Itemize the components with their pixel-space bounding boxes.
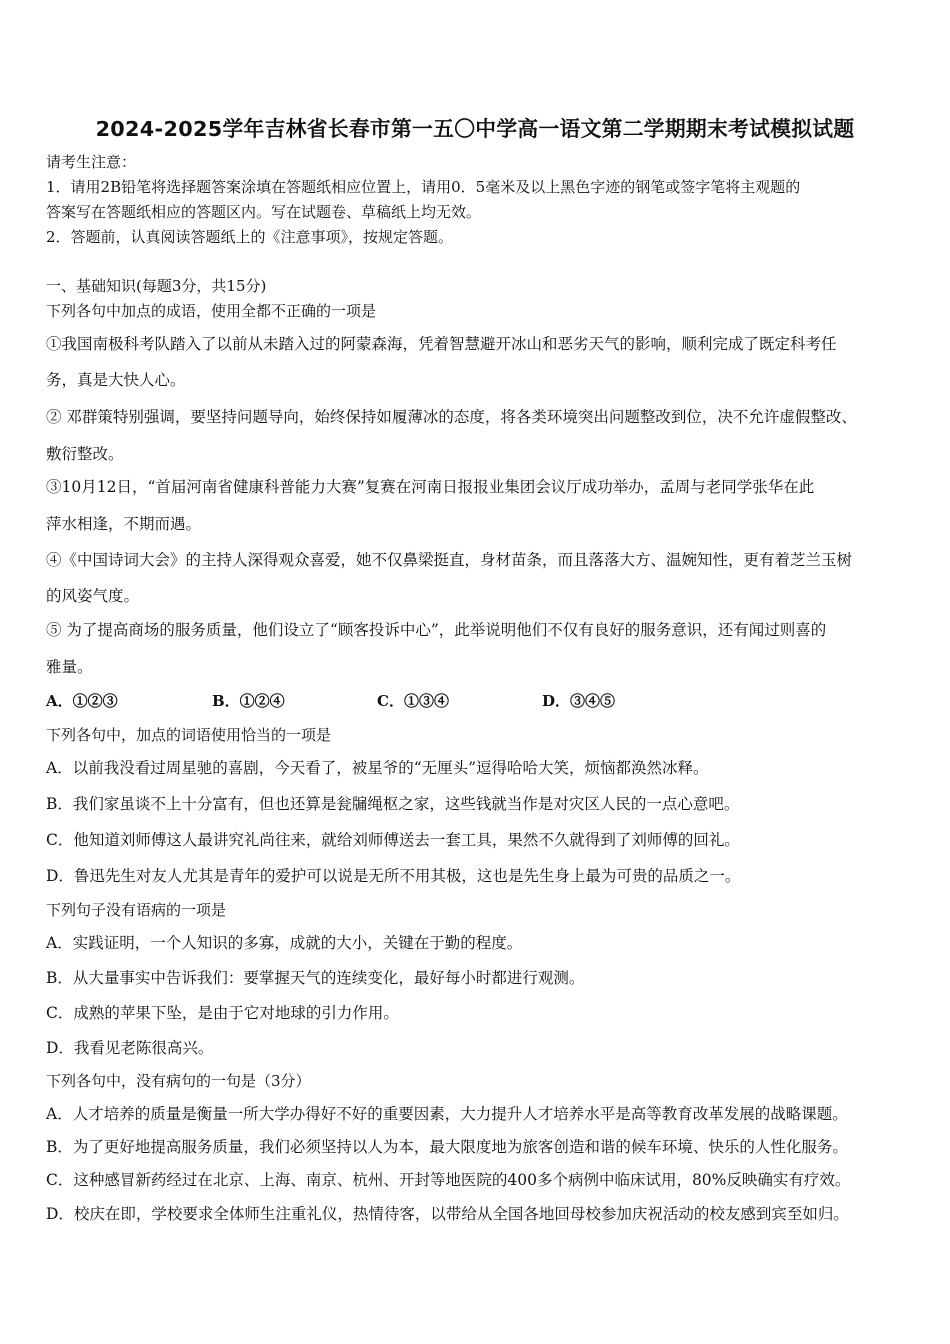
q1-sentence-4b: 的风姿气度。 [46,587,140,605]
notice-line-3: 2．答题前，认真阅读答题纸上的《注意事项》，按规定答题。 [46,228,454,246]
q2-option-d: D．鲁迅先生对友人尤其是青年的爱护可以说是无所不用其极，这也是先生身上最为可贵的品质之一。 [46,867,741,885]
q1-option-b: B．①②④ [212,692,285,710]
q2-option-b: B．我们家虽谈不上十分富有，但也还算是瓮牖绳枢之家，这些钱就当作是对灾区人民的一点心意吧。 [46,795,740,813]
q1-stem: 下列各句中加点的成语，使用全都不正确的一项是 [46,302,377,320]
q2-option-a: A．以前我没看过周星驰的喜剧，今天看了，被星爷的“无厘头”逗得哈哈大笑，烦恼都涣然冰释。 [46,759,709,777]
q1-option-d: D．③④⑤ [542,692,616,710]
q1-sentence-5b: 雅量。 [46,658,93,676]
page-title: 2024-2025学年吉林省长春市第一五〇中学高一语文第二学期期末考试模拟试题 [95,117,855,141]
q1-sentence-2b: 敷衍整改。 [46,445,124,463]
q1-sentence-2a: ② 邓群策特别强调，要坚持问题导向，始终保持如履薄冰的态度，将各类环境突出问题整改到位，决不允许虚假整改、 [46,408,857,426]
q2-option-c: C．他知道刘师傅这人最讲究礼尚往来，就给刘师傅送去一套工具，果然不久就得到了刘师傅的回礼。 [46,831,740,849]
q3-option-b: B．从大量事实中告诉我们：要掌握天气的连续变化，最好每小时都进行观测。 [46,969,585,987]
q3-option-a: A．实践证明，一个人知识的多寡，成就的大小，关键在于勤的程度。 [46,934,523,952]
q1-sentence-1a: ①我国南极科考队踏入了以前从未踏入过的阿蒙森海，凭着智慧避开冰山和恶劣天气的影响，顺利完成了既定科考任 [46,335,837,353]
q1-sentence-4a: ④《中国诗词大会》的主持人深得观众喜爱，她不仅鼻梁挺直，身材苗条，而且落落大方、温婉知性，更有着芝兰玉树 [46,551,853,569]
q3-option-c: C．成熟的苹果下坠，是由于它对地球的引力作用。 [46,1004,399,1022]
q4-option-d: D．校庆在即，学校要求全体师生注重礼仪，热情待客，以带给从全国各地回母校参加庆祝活动的校友感到宾至如归。 [46,1205,849,1223]
q1-option-c: C．①③④ [377,692,449,710]
q1-sentence-5a: ⑤ 为了提高商场的服务质量，他们设立了“顾客投诉中心”，此举说明他们不仅有良好的服务意识，还有闻过则喜的 [46,621,827,639]
q4-option-c: C．这种感冒新药经过在北京、上海、南京、杭州、开封等地医院的400多个病例中临床试用，80%反映确实有疗效。 [46,1171,851,1189]
notice-line-1: 1．请用2B铅笔将选择题答案涂填在答题纸相应位置上，请用0．5毫米及以上黑色字迹的钢笔或签字笔将主观题的 [46,178,801,196]
q1-sentence-3a: ③10月12日，“首届河南省健康科普能力大赛”复赛在河南日报报业集团会议厅成功举办，孟周与老同学张华在此 [46,478,815,496]
q1-sentence-3b: 萍水相逢，不期而遇。 [46,515,202,533]
q4-option-a: A．人才培养的质量是衡量一所大学办得好不好的重要因素，大力提升人才培养水平是高等教育改革发展的战略课题。 [46,1105,848,1123]
q4-stem: 下列各句中，没有病句的一句是（3分） [46,1072,311,1090]
notice-line-2: 答案写在答题纸相应的答题区内。写在试题卷、草稿纸上均无效。 [46,203,482,221]
q3-option-d: D．我看见老陈很高兴。 [46,1039,214,1057]
section-heading: 一、基础知识(每题3分，共15分) [46,277,267,295]
q3-stem: 下列句子没有语病的一项是 [46,901,227,919]
q4-option-b: B．为了更好地提高服务质量，我们必须坚持以人为本，最大限度地为旅客创造和谐的候车环境、快乐的人性化服务。 [46,1138,848,1156]
notice-heading: 请考生注意： [46,153,137,171]
q1-sentence-1b: 务，真是大快人心。 [46,371,186,389]
q1-option-a: A．①②③ [46,692,118,710]
q2-stem: 下列各句中，加点的词语使用恰当的一项是 [46,726,332,744]
